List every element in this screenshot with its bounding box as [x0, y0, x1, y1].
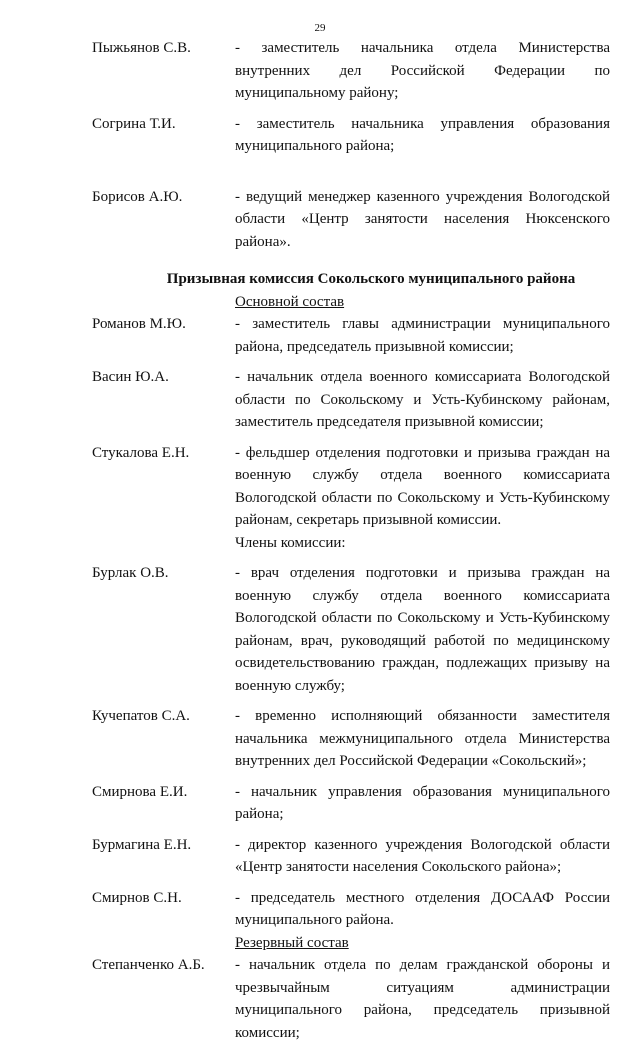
person-position: - ведущий менеджер казенного учреждения Вологодской области «Центр занятости населения Нюксенского района». [235, 188, 610, 250]
person-name: Степанченко А.Б. [92, 957, 205, 973]
person-position: - временно исполняющий обязанности заместителя начальника межмуниципального отдела Министерства внутренних дел Российской Федерации «Сокольский»; [235, 708, 610, 769]
reserve-composition-heading [92, 932, 610, 955]
person-position: - начальник отдела военного комиссариата Вологодской области по Сокольскому и Усть-Кубинскому районам, заместитель председателя призывной комиссии; [235, 369, 610, 430]
entry-row [92, 442, 610, 532]
entry-row [92, 887, 610, 932]
entry-row [92, 113, 610, 158]
entry-row [92, 186, 610, 254]
entry-row [92, 834, 610, 879]
person-position: - начальник управления образования муниципального района; [235, 783, 610, 822]
entry-row [92, 313, 610, 358]
person-name: Бурлак О.В. [92, 565, 169, 581]
entry-row [92, 954, 610, 1044]
members-heading: Члены комиссии: [235, 534, 346, 551]
entry-row [92, 705, 610, 773]
person-position: - директор казенного учреждения Вологодской области «Центр занятости населения Сокольского района»; [235, 836, 610, 875]
person-name: Смирнов С.Н. [92, 889, 182, 906]
person-position: - заместитель главы администрации муниципального района, председатель призывной комиссии; [235, 316, 610, 355]
person-name: Пыжьянов С.В. [92, 40, 191, 56]
commission-title: Призывная комиссия Сокольского муниципального района [166, 271, 576, 287]
person-name: Стукалова Е.Н. [92, 444, 190, 461]
main-composition-heading [92, 291, 610, 314]
entry-row [92, 37, 610, 105]
person-name: Кучепатов С.А. [92, 708, 190, 724]
person-position: - заместитель начальника отдела Министерства внутренних дел Российской Федерации по муниципальному району; [235, 40, 610, 101]
entry-row [92, 781, 610, 826]
person-position: - врач отделения подготовки и призыва граждан на военную службу отдела военного комиссариата Вологодской области по Сокольскому и Усть-Кубинскому районам, врач, руководящий работой по медицинскому освидетельствованию граждан, подлежащих призыву на военную службу; [235, 565, 610, 694]
person-name: Борисов А.Ю. [92, 188, 183, 205]
person-name: Васин Ю.А. [92, 369, 169, 385]
person-position: - начальник отдела по делам гражданской обороны и чрезвычайным ситуациям администрации муниципального района, председатель призывной комиссии; [235, 957, 610, 1041]
reserve-composition-heading-text: Резервный состав [235, 934, 349, 951]
person-name: Бурмагина Е.Н. [92, 836, 192, 853]
main-composition-heading-text: Основной состав [235, 293, 345, 310]
person-position: - председатель местного отделения ДОСААФ России муниципального района. [235, 889, 610, 928]
person-name: Романов М.Ю. [92, 316, 186, 332]
page-number: 29 [314, 22, 326, 34]
person-position: - заместитель начальника управления образования муниципального района; [235, 115, 610, 154]
person-name: Согрина Т.И. [92, 115, 176, 132]
person-position: - фельдшер отделения подготовки и призыва граждан на военную службу отдела военного комиссариата Вологодской области по Сокольскому и Усть-Кубинскому районам, секретарь призывной комиссии. [235, 444, 610, 528]
entry-row [92, 366, 610, 434]
document-body [92, 37, 610, 1044]
entry-row [92, 562, 610, 697]
person-name: Смирнова Е.И. [92, 783, 188, 800]
